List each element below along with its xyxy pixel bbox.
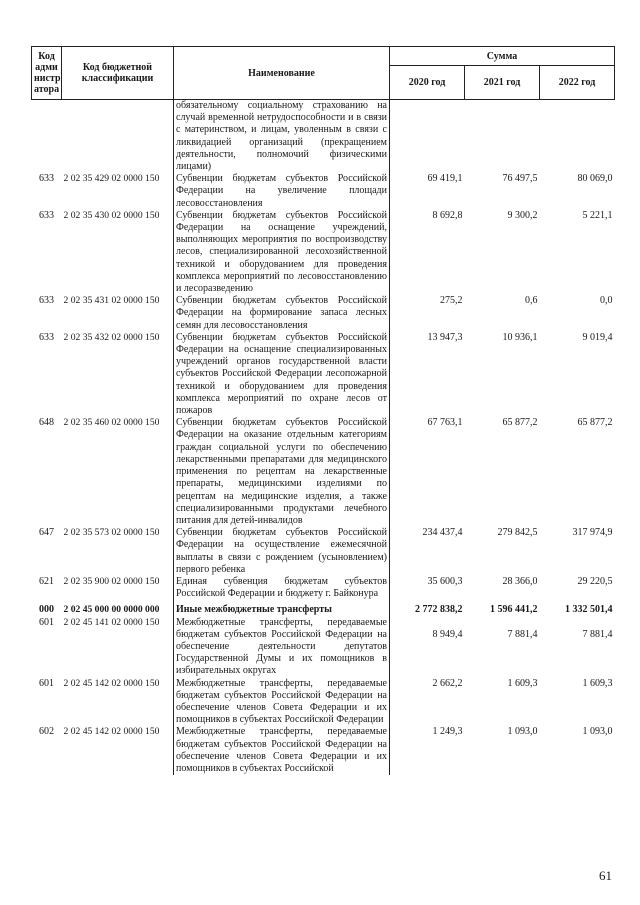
value-2021: 279 842,5: [497, 527, 538, 539]
row-name: Субвенции бюджетам субъектов Российской Федерации на осуществление ежемесячной выплаты в связи с рождением (усыновлением) первого ребенка: [174, 527, 390, 576]
table-row: [32, 617, 615, 678]
header-year-2021: 2021 год: [465, 66, 540, 100]
table-row: [32, 678, 615, 727]
kbk-code: 2 02 35 430 02 0000 150: [63, 209, 160, 221]
table-row: [32, 332, 615, 417]
value-2022: 7 881,4: [582, 628, 613, 640]
value-2020: 275,2: [440, 295, 463, 307]
admin-code: 633: [39, 173, 54, 185]
admin-code: 602: [39, 726, 54, 738]
admin-code: 633: [39, 209, 54, 221]
table-row: [32, 173, 615, 210]
value-2020: 69 419,1: [427, 173, 463, 185]
kbk-code: 2 02 35 573 02 0000 150: [63, 527, 160, 539]
kbk-code: 2 02 45 142 02 0000 150: [63, 726, 160, 738]
admin-code: 647: [39, 527, 54, 539]
table-row: [32, 417, 615, 527]
budget-table: [31, 46, 615, 775]
admin-code: 621: [39, 575, 54, 587]
admin-code: 633: [39, 331, 54, 343]
value-2021: 1 609,3: [507, 677, 538, 689]
value-2021: 9 300,2: [507, 209, 538, 221]
value-2022: 80 069,0: [577, 173, 613, 185]
value-2020: 8 692,8: [432, 209, 463, 221]
value-2022: 5 221,1: [582, 209, 613, 221]
value-2020: 67 763,1: [427, 417, 463, 429]
header-kbk: Код бюджетной классификации: [62, 47, 174, 100]
row-name: Субвенции бюджетам субъектов Российской Федерации на формирование запаса лесных семян для лесовосстановления: [174, 295, 390, 332]
value-2021: 76 497,5: [502, 173, 538, 185]
row-name: Межбюджетные трансферты, передаваемые бюджетам субъектов Российской Федерации на обеспечение деятельности депутатов Государственной Думы и их помощников в избирательных округах: [174, 617, 390, 678]
row-name: Субвенции бюджетам субъектов Российской Федерации на оказание отдельным категориям граждан социальной услуги по обеспечению лекарственными препаратами для медицинского применения по рецептам на лекарственные препараты, медицинскими изделиями по рецептам на медицинские изделия, а также специализированными продуктами лечебного питания для детей-инвалидов: [174, 417, 390, 527]
value-2020: 13 947,3: [427, 331, 463, 343]
page-number: 61: [599, 868, 612, 883]
row-name: Единая субвенция бюджетам субъектов Российской Федерации и бюджету г. Байконура: [174, 576, 390, 600]
table-row: [32, 604, 615, 616]
header-name: Наименование: [174, 47, 390, 100]
header-admin-code: Код адми нистр атора: [32, 47, 62, 100]
kbk-code: 2 02 35 900 02 0000 150: [63, 575, 160, 587]
header-sum: Сумма: [390, 47, 615, 66]
value-2021: 1 093,0: [507, 726, 538, 738]
header-year-2022: 2022 год: [540, 66, 615, 100]
table-row: [32, 576, 615, 600]
admin-code: 601: [39, 616, 54, 628]
value-2022: 65 877,2: [577, 417, 613, 429]
header-year-2020: 2020 год: [390, 66, 465, 100]
row-name: Иные межбюджетные трансферты: [174, 604, 390, 616]
row-name: Субвенции бюджетам субъектов Российской Федерации на увеличение площади лесовосстановления: [174, 173, 390, 210]
value-2022: 1 609,3: [582, 677, 613, 689]
admin-code: 633: [39, 295, 54, 307]
table-row: [32, 295, 615, 332]
value-2021: 28 366,0: [502, 575, 538, 587]
value-2021: 1 596 441,2: [490, 604, 538, 616]
value-2020: 1 249,3: [432, 726, 463, 738]
kbk-code: 2 02 45 142 02 0000 150: [63, 677, 160, 689]
value-2020: 35 600,3: [427, 575, 463, 587]
value-2020: 8 949,4: [432, 628, 463, 640]
admin-code: 648: [39, 417, 54, 429]
value-2021: 10 936,1: [502, 331, 538, 343]
value-2020: 2 772 838,2: [415, 604, 463, 616]
value-2021: 0,6: [525, 295, 538, 307]
admin-code: 000: [39, 604, 54, 616]
table-row: [32, 726, 615, 775]
row-name: Межбюджетные трансферты, передаваемые бюджетам субъектов Российской Федерации на обеспечение членов Совета Федерации и их помощников в субъектах Российской: [174, 726, 390, 775]
table-row-continuation: [32, 100, 615, 174]
continuation-text: обязательному социальному страхованию на случай временной нетрудоспособности и в связи с материнством, и лицам, уволенным в связи с ликвидацией организаций (прекращением деятельности, полномочий физическими лицами): [174, 100, 390, 174]
value-2020: 234 437,4: [422, 527, 463, 539]
value-2022: 317 974,9: [572, 527, 613, 539]
value-2022: 9 019,4: [582, 331, 613, 343]
kbk-code: 2 02 35 431 02 0000 150: [63, 295, 160, 307]
kbk-code: 2 02 35 460 02 0000 150: [63, 417, 160, 429]
admin-code: 601: [39, 677, 54, 689]
value-2022: 29 220,5: [577, 575, 613, 587]
value-2022: 0,0: [600, 295, 613, 307]
value-2020: 2 662,2: [432, 677, 463, 689]
value-2021: 65 877,2: [502, 417, 538, 429]
row-name: Межбюджетные трансферты, передаваемые бюджетам субъектов Российской Федерации на обеспечение членов Совета Федерации и их помощников в субъектах Российской Федерации: [174, 678, 390, 727]
value-2022: 1 093,0: [582, 726, 613, 738]
value-2022: 1 332 501,4: [565, 604, 613, 616]
kbk-code: 2 02 45 141 02 0000 150: [63, 616, 160, 628]
table-body: [32, 100, 615, 776]
row-name: Субвенции бюджетам субъектов Российской Федерации на оснащение специализированных учреждений органов государственной власти субъектов Российской Федерации лесопожарной техникой и оборудованием для проведения комплекса мероприятий по охране лесов от пожаров: [174, 332, 390, 417]
kbk-code: 2 02 45 000 00 0000 000: [63, 604, 160, 616]
table-row: [32, 527, 615, 576]
kbk-code: 2 02 35 432 02 0000 150: [63, 331, 160, 343]
kbk-code: 2 02 35 429 02 0000 150: [63, 173, 160, 185]
row-name: Субвенции бюджетам субъектов Российской Федерации на оснащение учреждений, выполняющих мероприятия по воспроизводству лесов, специализированной лесохозяйственной техникой и оборудованием для проведения комплекса мероприятий по лесовосстановлению и лесоразведению: [174, 210, 390, 295]
table-row: [32, 210, 615, 295]
value-2021: 7 881,4: [507, 628, 538, 640]
